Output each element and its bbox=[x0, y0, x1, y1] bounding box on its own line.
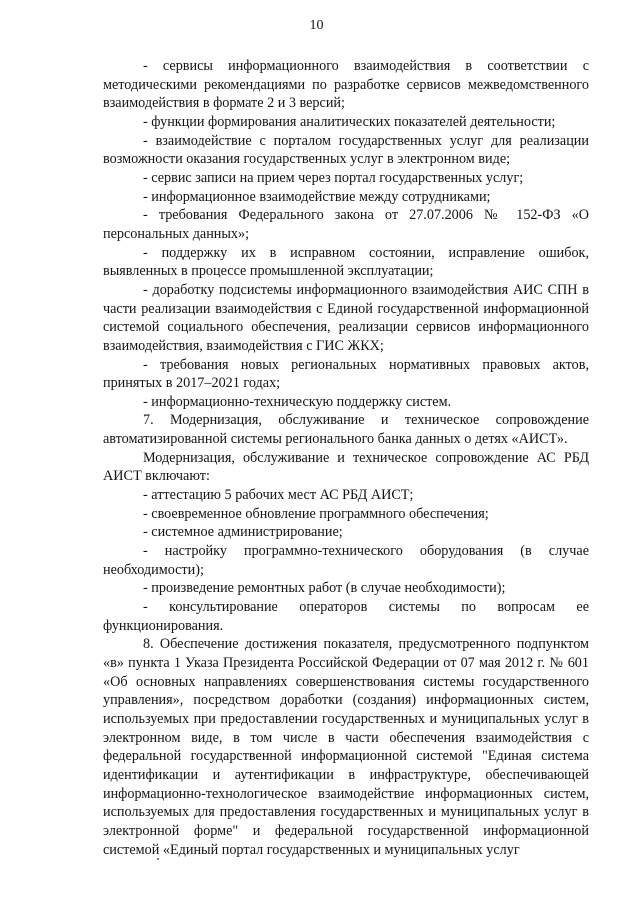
paragraph-1: - сервисы информационного взаимодействия в соответствии с методическими рекомендациями по разработке сервисов межведомственного взаимодействия в формате 2 и 3 версий; bbox=[103, 58, 589, 112]
paragraph-7: - поддержку их в исправном состоянии, исправление ошибок, выявленных в процессе промышленной эксплуатации; bbox=[103, 244, 589, 280]
paragraph-15: - системное администрирование; bbox=[143, 524, 343, 541]
page-number: 10 bbox=[309, 18, 324, 33]
paragraph-9: - требования новых региональных нормативных правовых актов, принятых в 2017–2021 годах; bbox=[103, 356, 589, 392]
paragraph-14: - своевременное обновление программного обеспечения; bbox=[143, 505, 489, 522]
paragraph-17: - произведение ремонтных работ (в случае необходимости); bbox=[143, 580, 506, 597]
scan-speck bbox=[157, 858, 159, 860]
section-7-heading: 7. Модернизация, обслуживание и техническое сопровождение автоматизированной системы регионального банка данных о детях «АИСТ». bbox=[103, 412, 589, 448]
paragraph-3: - взаимодействие с порталом государственных услуг для реализации возможности оказания государственных услуг в электронном виде; bbox=[103, 132, 589, 168]
paragraph-16: - настройку программно-технического оборудования (в случае необходимости); bbox=[103, 543, 589, 578]
paragraph-13: - аттестацию 5 рабочих мест АС РБД АИСТ; bbox=[143, 487, 414, 504]
document-body bbox=[103, 57, 589, 859]
paragraph-4: - сервис записи на прием через портал государственных услуг; bbox=[143, 169, 524, 186]
section-8-paragraph: 8. Обеспечение достижения показателя, предусмотренного подпунктом «в» пункта 1 Указа Президента Российской Федерации от 07 мая 2012 г. № 601 «Об основных направлениях совершенствования системы государственного управления», посредством доработки (создания) информационных систем, используемых при предоставлении государственных и муниципальных услуг в электронном виде, в том числе в части обеспечения взаимодействия с федеральной государственной информационной системой "Единая система идентификации и аутентификации в инфраструктуре, обеспечивающей информационно-технологическое взаимодействие информационных систем, используемых для предоставления государственных и муниципальных услуг в электронной форме" и федеральной государственной информационной системой «Единый портал государственных и муниципальных услуг bbox=[103, 636, 589, 858]
paragraph-6: - требования Федерального закона от 27.07.2006 № 152-ФЗ «О персональных данных»; bbox=[103, 207, 589, 242]
paragraph-8: - доработку подсистемы информационного взаимодействия АИС СПН в части реализации взаимодействия с Единой государственной информационной системой социального обеспечения, реализации сервисов информационного взаимодействия, взаимодействия с ГИС ЖКХ; bbox=[103, 281, 589, 354]
paragraph-10: - информационно-техническую поддержку систем. bbox=[143, 393, 452, 410]
paragraph-2: - функции формирования аналитических показателей деятельности; bbox=[143, 113, 556, 130]
paragraph-12: Модернизация, обслуживание и техническое сопровождение АС РБД АИСТ включают: bbox=[103, 449, 589, 485]
paragraph-18: - консультирование операторов системы по вопросам ее функционирования. bbox=[103, 599, 589, 634]
paragraph-5: - информационное взаимодействие между сотрудниками; bbox=[143, 188, 491, 205]
